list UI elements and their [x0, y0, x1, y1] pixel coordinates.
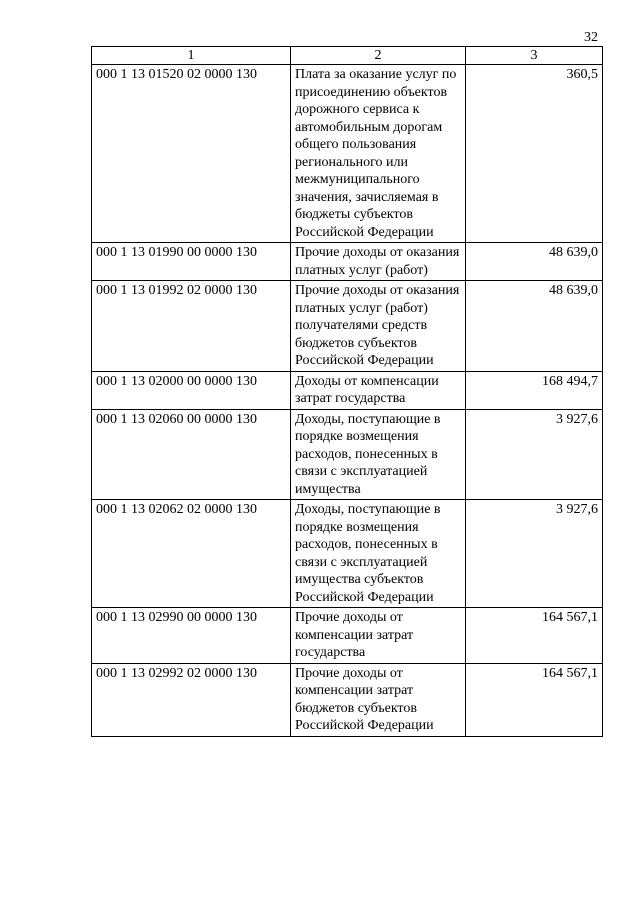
row-code: 000 1 13 01992 02 0000 130 — [92, 281, 291, 372]
row-amount: 3 927,6 — [466, 409, 603, 500]
table-row — [92, 371, 603, 409]
row-code: 000 1 13 02062 02 0000 130 — [92, 500, 291, 608]
row-description: Плата за оказание услуг по присоединению объектов дорожного сервиса к автомобильным дорогам общего пользования регионального или межмуниципального значения, зачисляемая в бюджеты субъектов Российской Федерации — [291, 65, 466, 243]
row-description: Прочие доходы от компенсации затрат государства — [291, 608, 466, 664]
column-header-2: 2 — [291, 47, 466, 65]
row-code: 000 1 13 02992 02 0000 130 — [92, 663, 291, 736]
column-header-1: 1 — [92, 47, 291, 65]
row-description: Доходы, поступающие в порядке возмещения расходов, понесенных в связи с эксплуатацией имущества — [291, 409, 466, 500]
row-amount: 48 639,0 — [466, 281, 603, 372]
row-description: Прочие доходы от оказания платных услуг (работ) — [291, 243, 466, 281]
row-description: Прочие доходы от компенсации затрат бюджетов субъектов Российской Федерации — [291, 663, 466, 736]
row-code: 000 1 13 01990 00 0000 130 — [92, 243, 291, 281]
row-description: Доходы от компенсации затрат государства — [291, 371, 466, 409]
table-row — [92, 608, 603, 664]
row-code: 000 1 13 02000 00 0000 130 — [92, 371, 291, 409]
table-header-row — [92, 47, 603, 65]
column-header-3: 3 — [466, 47, 603, 65]
budget-revenue-table — [91, 46, 603, 737]
row-amount: 3 927,6 — [466, 500, 603, 608]
row-code: 000 1 13 02060 00 0000 130 — [92, 409, 291, 500]
row-amount: 164 567,1 — [466, 663, 603, 736]
table-row — [92, 281, 603, 372]
row-code: 000 1 13 02990 00 0000 130 — [92, 608, 291, 664]
row-code: 000 1 13 01520 02 0000 130 — [92, 65, 291, 243]
row-amount: 164 567,1 — [466, 608, 603, 664]
row-amount: 168 494,7 — [466, 371, 603, 409]
row-amount: 48 639,0 — [466, 243, 603, 281]
page-number: 32 — [584, 30, 598, 45]
table-row — [92, 409, 603, 500]
table-row — [92, 243, 603, 281]
table-row — [92, 663, 603, 736]
table-row — [92, 500, 603, 608]
table-row — [92, 65, 603, 243]
row-description: Прочие доходы от оказания платных услуг (работ) получателями средств бюджетов субъектов Российской Федерации — [291, 281, 466, 372]
row-description: Доходы, поступающие в порядке возмещения расходов, понесенных в связи с эксплуатацией имущества субъектов Российской Федерации — [291, 500, 466, 608]
row-amount: 360,5 — [466, 65, 603, 243]
